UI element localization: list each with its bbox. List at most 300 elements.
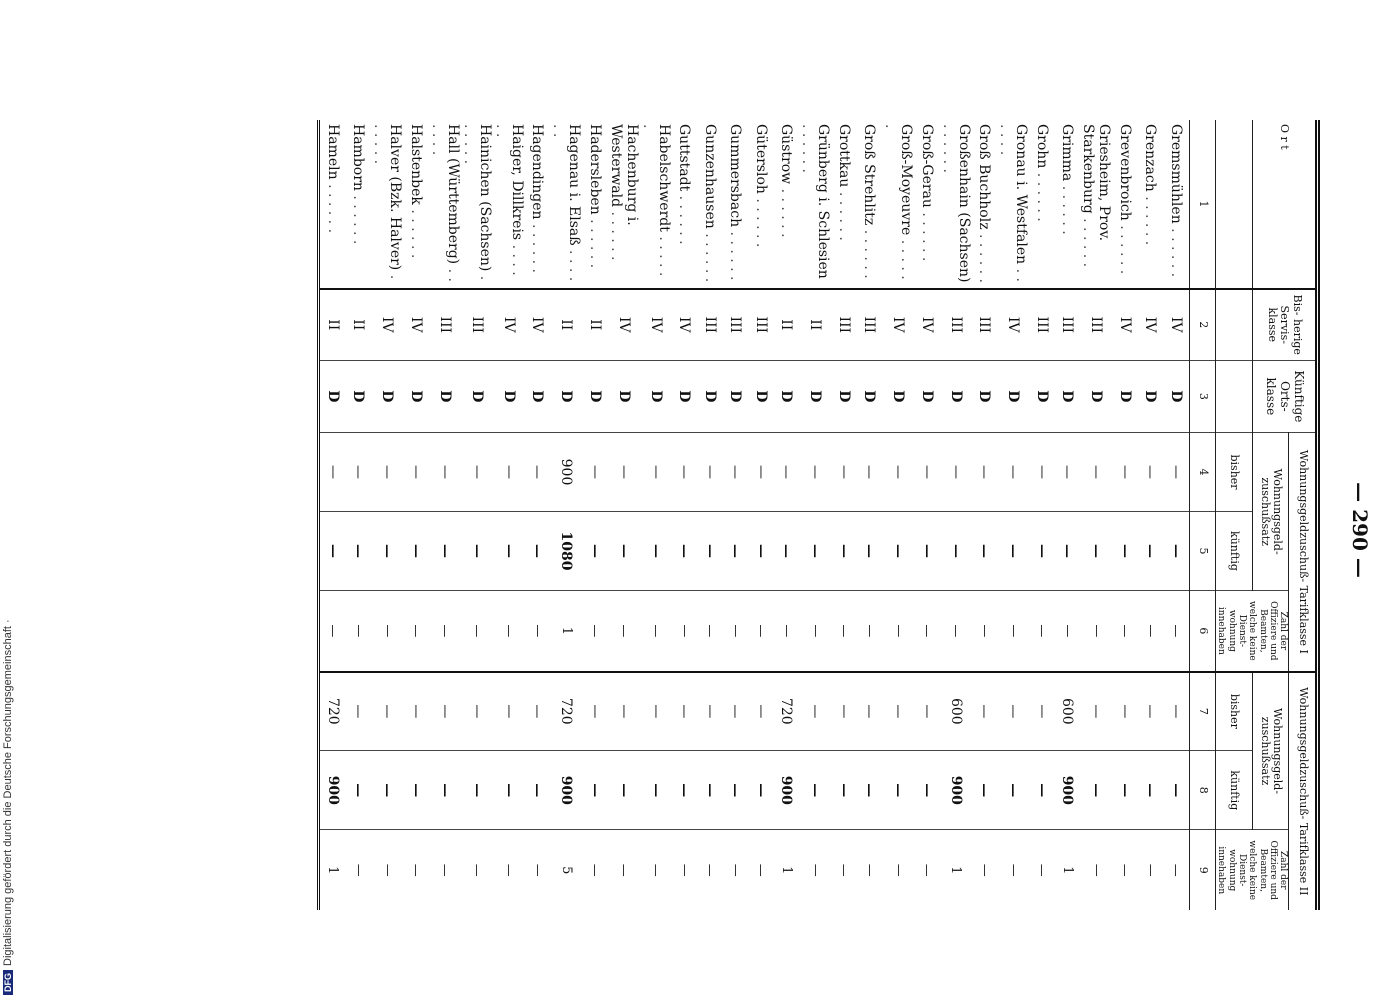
dot-leader: . . . . . . xyxy=(1142,191,1159,246)
cell-bisherig: IV xyxy=(371,289,403,360)
cell-t2-zahl: — xyxy=(997,830,1029,910)
cell-ort: Groß-Moyeuvre . . . . . . xyxy=(882,124,915,280)
page-number: — 290 — xyxy=(1348,482,1372,578)
cell-t1-zahl: — xyxy=(857,591,883,672)
table-body xyxy=(319,120,1190,910)
cell-t1-bisher: — xyxy=(429,433,461,512)
cell-bisherig: II xyxy=(799,289,831,360)
cell-bisherig: IV xyxy=(1138,289,1164,360)
cell-t2-zahl: 5 xyxy=(550,830,582,910)
cell-t1-kuenftig: — xyxy=(371,511,403,590)
cell-t1-zahl: — xyxy=(914,591,940,672)
cell-bisherig: II xyxy=(319,289,346,360)
table-row xyxy=(799,120,831,910)
cell-t1-bisher: — xyxy=(1055,433,1081,512)
table-row xyxy=(831,120,857,910)
cell-t2-kuenftig: — xyxy=(525,751,551,830)
cell-t2-zahl: 1 xyxy=(774,830,800,910)
cell-t2-zahl: — xyxy=(429,830,461,910)
cell-bisherig: II xyxy=(550,289,582,360)
cell-t1-kuenftig: — xyxy=(972,511,998,590)
cell-t2-bisher: — xyxy=(429,672,461,751)
cell-kuenftig: D xyxy=(371,360,403,433)
cell-t1-kuenftig: — xyxy=(857,511,883,590)
cell-t2-bisher: — xyxy=(972,672,998,751)
cell-kuenftig: D xyxy=(799,360,831,433)
cell-t2-zahl: — xyxy=(697,830,723,910)
cell-ort: Grevenbroich . . . . . . xyxy=(1116,124,1133,275)
cell-t1-bisher: — xyxy=(403,433,429,512)
dot-leader: . . . . . . xyxy=(428,124,461,282)
cell-t2-zahl: — xyxy=(582,830,608,910)
cell-t1-kuenftig: — xyxy=(997,511,1029,590)
cell-kuenftig: D xyxy=(461,360,493,433)
cell-kuenftig: D xyxy=(1055,360,1081,433)
cell-bisherig: III xyxy=(940,289,972,360)
table-row xyxy=(882,120,914,910)
cell-t1-bisher: — xyxy=(1080,433,1112,512)
cell-t2-kuenftig: — xyxy=(972,751,998,830)
cell-t1-bisher: — xyxy=(882,433,914,512)
table-row xyxy=(640,120,672,910)
cell-t2-kuenftig: — xyxy=(346,751,372,830)
cell-t2-bisher: — xyxy=(857,672,883,751)
table-row xyxy=(346,120,372,910)
cell-kuenftig: D xyxy=(1080,360,1112,433)
table-row xyxy=(1112,120,1138,910)
cell-t2-bisher: — xyxy=(799,672,831,751)
cell-t1-bisher: — xyxy=(831,433,857,512)
cell-ort: Groß Strehlitz . . . . . . xyxy=(861,124,878,279)
header-t1-zahl: Zahl der Offiziere und Beamten, welche keine Dienst- wohnung innehaben xyxy=(1216,591,1289,672)
cell-t1-zahl: — xyxy=(582,591,608,672)
cell-t2-bisher: — xyxy=(525,672,551,751)
cell-bisherig: II xyxy=(346,289,372,360)
cell-t2-bisher: — xyxy=(697,672,723,751)
cell-t1-zahl: — xyxy=(525,591,551,672)
cell-t1-bisher: 900 xyxy=(550,433,582,512)
cell-t1-kuenftig: — xyxy=(640,511,672,590)
dot-leader: . . . . . . xyxy=(939,124,956,173)
cell-t2-zahl: — xyxy=(1080,830,1112,910)
cell-t2-bisher: — xyxy=(1080,672,1112,751)
cell-t1-kuenftig: — xyxy=(1163,511,1189,590)
footer-text: Digitalisierung gefördert durch die Deutsche Forschungsgemeinschaft · xyxy=(2,619,14,966)
cell-t1-kuenftig: — xyxy=(1080,511,1112,590)
dot-leader: . . . . . . xyxy=(997,124,1030,282)
cell-t2-kuenftig: 900 xyxy=(550,751,582,830)
cell-t1-bisher: — xyxy=(1029,433,1055,512)
cell-t1-zahl: — xyxy=(748,591,774,672)
cell-t1-kuenftig: — xyxy=(1138,511,1164,590)
cell-t2-bisher: — xyxy=(723,672,749,751)
table-row xyxy=(550,120,582,910)
cell-t1-kuenftig: — xyxy=(403,511,429,590)
cell-t1-kuenftig: — xyxy=(525,511,551,590)
cell-bisherig: III xyxy=(972,289,998,360)
cell-t1-bisher: — xyxy=(997,433,1029,512)
cell-t1-bisher: — xyxy=(857,433,883,512)
cell-t2-bisher: — xyxy=(403,672,429,751)
cell-t1-zahl: — xyxy=(799,591,831,672)
cell-t2-bisher: — xyxy=(831,672,857,751)
col-number: 2 xyxy=(1189,289,1216,360)
dot-leader: . . . . . . xyxy=(861,225,878,279)
cell-ort: Großenhain (Sachsen) . . . . . . xyxy=(939,124,972,283)
column-number-row xyxy=(1189,120,1216,910)
cell-t2-zahl: — xyxy=(723,830,749,910)
cell-bisherig: III xyxy=(723,289,749,360)
cell-ort: Grohn . . . . . . xyxy=(1033,124,1050,222)
cell-bisherig: III xyxy=(461,289,493,360)
cell-t2-zahl: — xyxy=(640,830,672,910)
cell-t2-zahl: 1 xyxy=(1055,830,1081,910)
cell-bisherig: III xyxy=(748,289,774,360)
dot-leader: . . . . . . xyxy=(350,190,367,245)
cell-ort: Habelschwerdt . . . . . . xyxy=(639,124,672,277)
cell-t1-kuenftig: — xyxy=(799,511,831,590)
cell-t1-bisher: — xyxy=(1163,433,1189,512)
table-row xyxy=(972,120,998,910)
cell-kuenftig: D xyxy=(346,360,372,433)
cell-t1-zahl: — xyxy=(346,591,372,672)
cell-t1-zahl: — xyxy=(831,591,857,672)
cell-t2-bisher: — xyxy=(371,672,403,751)
header-t1-zuschussatz: Wohnungsgeld- zuschußsatz xyxy=(1252,433,1289,591)
cell-t2-zahl: — xyxy=(608,830,640,910)
cell-t1-kuenftig: — xyxy=(940,511,972,590)
cell-t2-kuenftig: — xyxy=(831,751,857,830)
cell-t1-kuenftig: — xyxy=(748,511,774,590)
table-row xyxy=(1080,120,1112,910)
cell-t1-bisher: — xyxy=(774,433,800,512)
cell-t1-bisher: — xyxy=(319,433,346,512)
cell-t1-kuenftig: — xyxy=(1055,511,1081,590)
dot-leader: . . . . . . xyxy=(1116,220,1133,275)
dot-leader: . . . . . . xyxy=(1033,168,1050,222)
cell-t1-bisher: — xyxy=(799,433,831,512)
cell-t2-bisher: — xyxy=(608,672,640,751)
cell-t1-kuenftig: — xyxy=(774,511,800,590)
cell-t1-zahl: — xyxy=(1163,591,1189,672)
cell-t2-bisher: — xyxy=(640,672,672,751)
cell-kuenftig: D xyxy=(640,360,672,433)
cell-bisherig: IV xyxy=(997,289,1029,360)
cell-t2-kuenftig: — xyxy=(857,751,883,830)
cell-t1-kuenftig: — xyxy=(723,511,749,590)
cell-ort: Gütersloh . . . . . . xyxy=(752,124,769,248)
table-row xyxy=(748,120,774,910)
cell-t1-zahl: — xyxy=(319,591,346,672)
cell-t2-bisher: — xyxy=(1163,672,1189,751)
cell-t2-zahl: — xyxy=(857,830,883,910)
cell-t1-zahl: — xyxy=(882,591,914,672)
cell-t2-zahl: — xyxy=(525,830,551,910)
cell-t2-zahl: 1 xyxy=(319,830,346,910)
cell-t1-kuenftig: — xyxy=(461,511,493,590)
cell-t1-zahl: — xyxy=(371,591,403,672)
dot-leader: . . . . . . xyxy=(460,124,493,281)
cell-t2-bisher: — xyxy=(582,672,608,751)
table-row xyxy=(857,120,883,910)
cell-ort: Hagenau i. Elsaß . . . . . . xyxy=(550,124,583,282)
dot-leader: . . . . . . xyxy=(407,204,424,259)
cell-bisherig: IV xyxy=(914,289,940,360)
cell-ort: Hagendingen . . . . . . xyxy=(529,124,546,273)
cell-bisherig: IV xyxy=(672,289,698,360)
cell-t2-zahl: — xyxy=(748,830,774,910)
cell-kuenftig: D xyxy=(1029,360,1055,433)
cell-t2-bisher: — xyxy=(914,672,940,751)
cell-bisherig: IV xyxy=(525,289,551,360)
header-ort: O r t xyxy=(1252,120,1317,289)
cell-t1-kuenftig: — xyxy=(608,511,640,590)
cell-ort: Hall (Württemberg) . . . . . . xyxy=(428,124,461,282)
cell-t1-zahl: 1 xyxy=(550,591,582,672)
cell-t2-kuenftig: — xyxy=(1029,751,1055,830)
cell-t2-zahl: — xyxy=(1163,830,1189,910)
table-row xyxy=(608,120,640,910)
table-row xyxy=(461,120,493,910)
cell-t2-bisher: 720 xyxy=(774,672,800,751)
col-number: 6 xyxy=(1189,591,1216,672)
cell-kuenftig: D xyxy=(972,360,998,433)
table-row xyxy=(429,120,461,910)
header-kuenftige-klasse: Künftige Orts- klasse xyxy=(1252,360,1317,433)
cell-t1-kuenftig: — xyxy=(493,511,525,590)
footer-credit xyxy=(2,619,14,995)
cell-t2-zahl: — xyxy=(1029,830,1055,910)
cell-ort: Gunzenhausen . . . . . . xyxy=(701,124,718,283)
cell-ort: Hamborn . . . . . . xyxy=(350,124,367,245)
cell-t1-zahl: — xyxy=(461,591,493,672)
cell-t2-zahl: — xyxy=(493,830,525,910)
dot-leader: . . . . . . xyxy=(701,228,718,283)
cell-t1-bisher: — xyxy=(940,433,972,512)
cell-kuenftig: D xyxy=(608,360,640,433)
table-row xyxy=(525,120,551,910)
table-row xyxy=(1163,120,1189,910)
cell-t2-zahl: 1 xyxy=(940,830,972,910)
dot-leader: . . . . . . xyxy=(371,124,404,280)
cell-t1-zahl: — xyxy=(723,591,749,672)
cell-t2-kuenftig: 900 xyxy=(940,751,972,830)
cell-t1-zahl: — xyxy=(1029,591,1055,672)
cell-kuenftig: D xyxy=(748,360,774,433)
cell-t2-kuenftig: — xyxy=(1080,751,1112,830)
cell-t2-zahl: — xyxy=(403,830,429,910)
cell-t1-bisher: — xyxy=(640,433,672,512)
table-row xyxy=(1029,120,1055,910)
table-row xyxy=(672,120,698,910)
table-row xyxy=(371,120,403,910)
cell-t1-zahl: — xyxy=(1112,591,1138,672)
cell-kuenftig: D xyxy=(940,360,972,433)
cell-t2-zahl: — xyxy=(972,830,998,910)
cell-t2-bisher: 600 xyxy=(940,672,972,751)
cell-ort: Grünberg i. Schlesien . . . . . . xyxy=(799,124,832,279)
cell-t1-zahl: — xyxy=(972,591,998,672)
dot-leader: . . . . . . xyxy=(799,124,816,173)
cell-t1-zahl: — xyxy=(1080,591,1112,672)
header-t2-kuenftig: künftig xyxy=(1216,751,1253,830)
cell-t2-kuenftig: — xyxy=(697,751,723,830)
cell-ort: Hachenburg i. Westerwald . . . . . . xyxy=(607,124,640,261)
dot-leader: . . . . . . xyxy=(1167,223,1184,278)
col-number: 7 xyxy=(1189,672,1216,751)
cell-ort: Gremsmühlen . . . . . . xyxy=(1167,124,1184,278)
header-row-3 xyxy=(1216,120,1253,910)
cell-kuenftig: D xyxy=(774,360,800,433)
cell-ort: Grimma . . . . . . xyxy=(1059,124,1076,235)
cell-ort: Haiger, Dillkreis . . . . . . xyxy=(492,124,525,276)
col-number: 3 xyxy=(1189,360,1216,433)
col-number: 1 xyxy=(1189,120,1216,289)
cell-t2-zahl: — xyxy=(371,830,403,910)
table-row xyxy=(723,120,749,910)
cell-t1-kuenftig: 1080 xyxy=(550,511,582,590)
cell-t1-zahl: — xyxy=(672,591,698,672)
cell-t1-kuenftig: — xyxy=(1112,511,1138,590)
cell-t2-kuenftig: — xyxy=(799,751,831,830)
cell-kuenftig: D xyxy=(697,360,723,433)
cell-t2-kuenftig: — xyxy=(493,751,525,830)
cell-t2-bisher: — xyxy=(493,672,525,751)
table-row xyxy=(774,120,800,910)
cell-t2-bisher: — xyxy=(672,672,698,751)
cell-t1-kuenftig: — xyxy=(319,511,346,590)
cell-t2-bisher: — xyxy=(1112,672,1138,751)
cell-t1-kuenftig: — xyxy=(582,511,608,590)
col-number: 8 xyxy=(1189,751,1216,830)
cell-kuenftig: D xyxy=(582,360,608,433)
cell-ort: Gronau i. Westfalen . . . . . . xyxy=(997,124,1030,282)
cell-t2-bisher: — xyxy=(1138,672,1164,751)
cell-ort: Groß Buchholz . . . . . . xyxy=(976,124,993,283)
header-row-1 xyxy=(1289,120,1318,910)
cell-t2-kuenftig: — xyxy=(914,751,940,830)
cell-bisherig: IV xyxy=(608,289,640,360)
cell-ort: Halver (Bzk. Halver) . . . . . . xyxy=(371,124,404,280)
dot-leader: . . . . . . xyxy=(882,124,915,280)
table-row xyxy=(319,120,346,910)
cell-t1-zahl: — xyxy=(493,591,525,672)
cell-t2-bisher: 720 xyxy=(550,672,582,751)
table-row xyxy=(582,120,608,910)
cell-ort: Hainichen (Sachsen) . . . . . . xyxy=(460,124,493,281)
dot-leader: . . . . . . xyxy=(1059,181,1076,235)
cell-t1-bisher: — xyxy=(346,433,372,512)
cell-t2-zahl: — xyxy=(882,830,914,910)
header-t2-bisher: bisher xyxy=(1216,672,1253,751)
table-row xyxy=(697,120,723,910)
cell-kuenftig: D xyxy=(429,360,461,433)
cell-t2-bisher: 720 xyxy=(319,672,346,751)
cell-kuenftig: D xyxy=(1138,360,1164,433)
cell-bisherig: IV xyxy=(1112,289,1138,360)
cell-t2-zahl: — xyxy=(831,830,857,910)
cell-t2-kuenftig: — xyxy=(882,751,914,830)
cell-t1-bisher: — xyxy=(672,433,698,512)
cell-ort: Halstenbek . . . . . . xyxy=(407,124,424,259)
cell-t2-kuenftig: — xyxy=(429,751,461,830)
cell-kuenftig: D xyxy=(525,360,551,433)
cell-t2-bisher: — xyxy=(882,672,914,751)
dot-leader: . . . . . . xyxy=(586,214,603,269)
cell-t1-kuenftig: — xyxy=(882,511,914,590)
cell-ort: Güstrow . . . . . . xyxy=(778,124,795,238)
dot-leader: . . . . . . xyxy=(835,187,852,241)
cell-t1-bisher: — xyxy=(914,433,940,512)
cell-t1-kuenftig: — xyxy=(831,511,857,590)
cell-t2-kuenftig: — xyxy=(582,751,608,830)
dot-leader: . . . . . . xyxy=(918,207,935,262)
cell-kuenftig: D xyxy=(1163,360,1189,433)
cell-ort: Griesheim, Prov. Starkenburg . . . . . . xyxy=(1080,124,1113,268)
table-row xyxy=(940,120,972,910)
rates-table xyxy=(317,120,1320,910)
cell-ort: Grenzach . . . . . . xyxy=(1142,124,1159,246)
cell-t2-kuenftig: — xyxy=(723,751,749,830)
table-row xyxy=(997,120,1029,910)
cell-t2-kuenftig: — xyxy=(997,751,1029,830)
cell-t1-bisher: — xyxy=(371,433,403,512)
rotated-page xyxy=(200,120,1372,940)
dot-leader: . . . . . . xyxy=(752,193,769,248)
cell-bisherig: II xyxy=(582,289,608,360)
cell-t2-kuenftig: — xyxy=(672,751,698,830)
cell-t2-bisher: — xyxy=(997,672,1029,751)
cell-t2-kuenftig: 900 xyxy=(1055,751,1081,830)
cell-bisherig: III xyxy=(1029,289,1055,360)
dot-leader: . . . . . . xyxy=(976,229,993,283)
cell-bisherig: IV xyxy=(493,289,525,360)
dot-leader: . . . . . . xyxy=(607,207,624,261)
cell-bisherig: II xyxy=(774,289,800,360)
cell-t1-bisher: — xyxy=(461,433,493,512)
table-row xyxy=(914,120,940,910)
col-number: 5 xyxy=(1189,511,1216,590)
table-row xyxy=(493,120,525,910)
dot-leader: . . . . . . xyxy=(550,124,583,282)
cell-t2-zahl: — xyxy=(799,830,831,910)
cell-t1-zahl: — xyxy=(640,591,672,672)
cell-bisherig: III xyxy=(697,289,723,360)
cell-t1-bisher: — xyxy=(608,433,640,512)
cell-t1-bisher: — xyxy=(1138,433,1164,512)
cell-kuenftig: D xyxy=(997,360,1029,433)
cell-t2-kuenftig: — xyxy=(461,751,493,830)
dfg-logo: DFG xyxy=(3,970,13,995)
cell-t2-bisher: — xyxy=(748,672,774,751)
cell-t1-kuenftig: — xyxy=(914,511,940,590)
cell-bisherig: III xyxy=(831,289,857,360)
col-number: 4 xyxy=(1189,433,1216,512)
cell-t2-zahl: — xyxy=(914,830,940,910)
cell-kuenftig: D xyxy=(672,360,698,433)
table-row xyxy=(403,120,429,910)
cell-t1-kuenftig: — xyxy=(346,511,372,590)
cell-kuenftig: D xyxy=(914,360,940,433)
dot-leader: . . . . . . xyxy=(324,179,341,234)
col-number: 9 xyxy=(1189,830,1216,910)
cell-t1-bisher: — xyxy=(525,433,551,512)
cell-t2-zahl: — xyxy=(1138,830,1164,910)
header-t1-bisher: bisher xyxy=(1216,433,1253,512)
cell-ort: Groß-Gerau . . . . . . xyxy=(918,124,935,262)
cell-t2-zahl: — xyxy=(1112,830,1138,910)
cell-t2-bisher: — xyxy=(461,672,493,751)
